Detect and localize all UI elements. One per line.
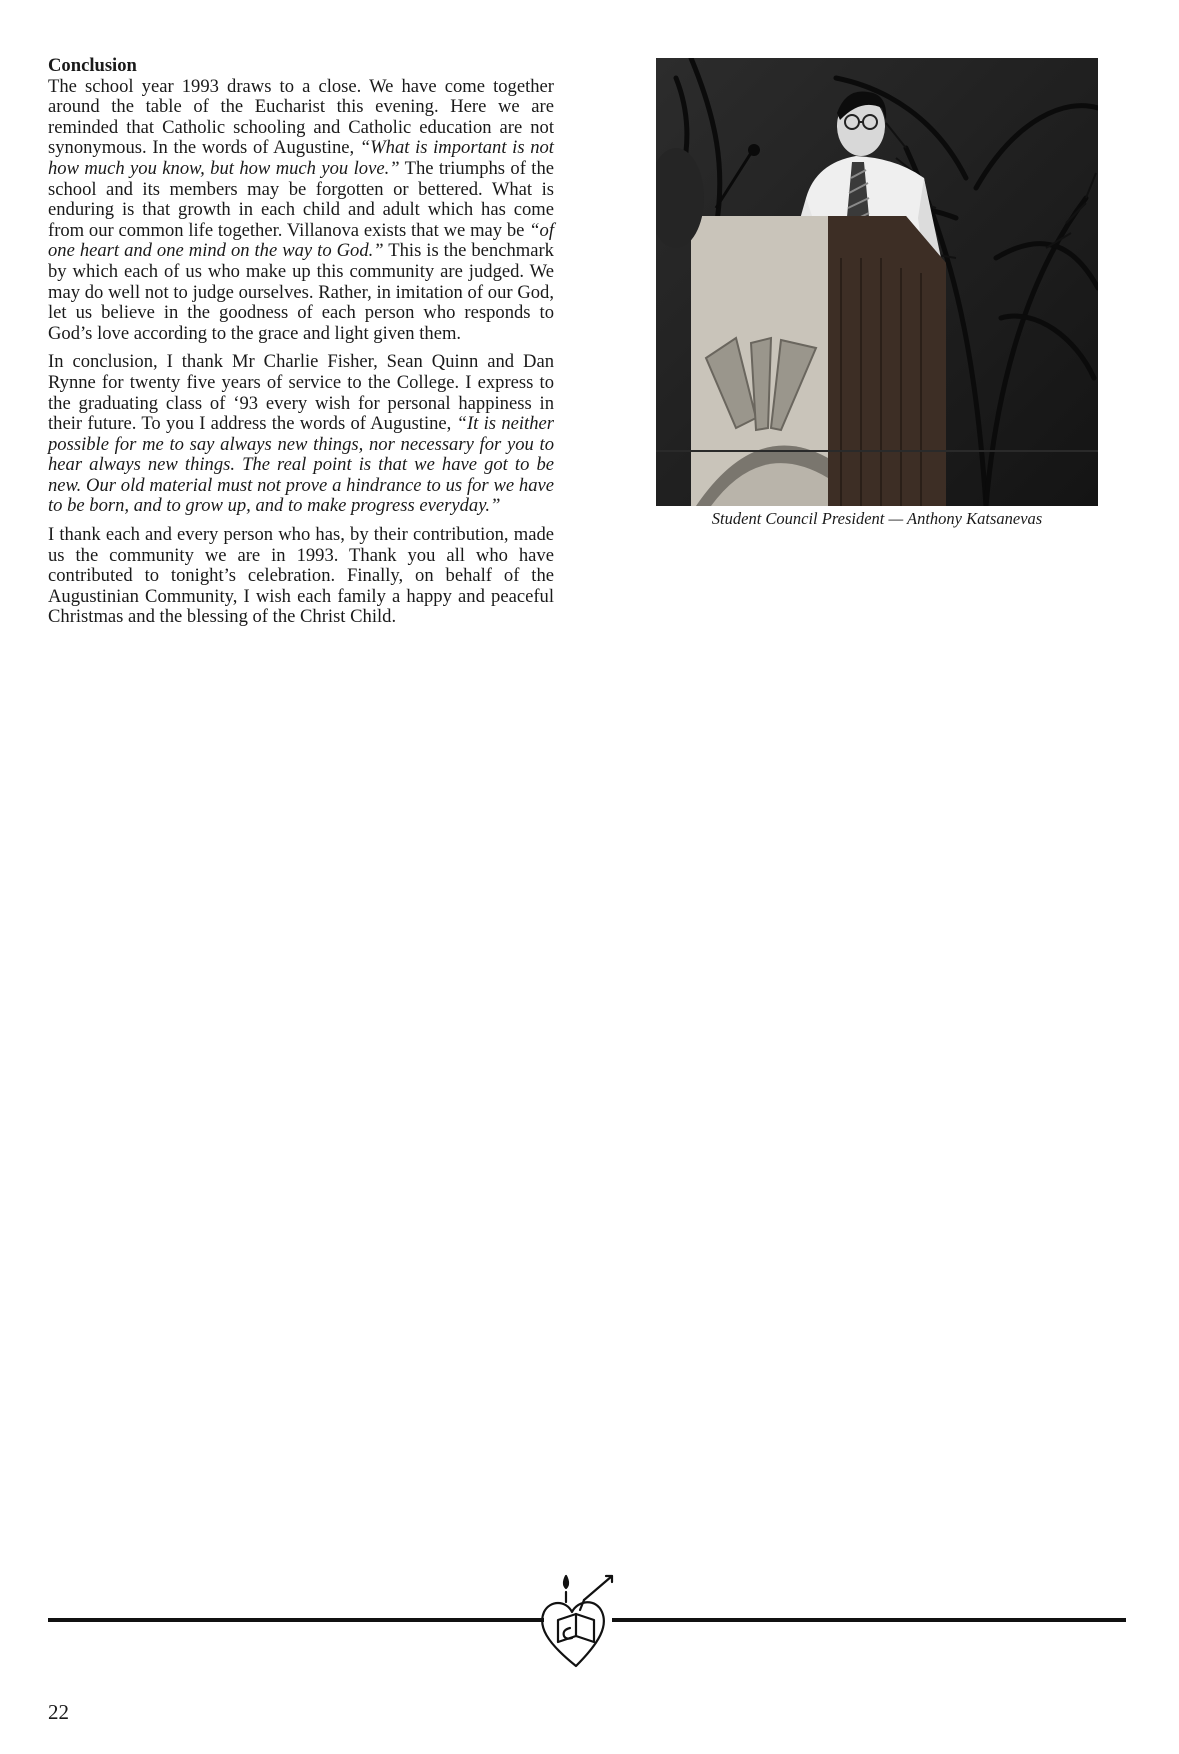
section-heading: Conclusion — [48, 55, 137, 76]
student-council-president-photo — [656, 58, 1098, 506]
page-number: 22 — [48, 1700, 69, 1724]
article-body — [48, 56, 554, 636]
augustine-quote-2: “It is neither possible for me to say always new things, nor necessary for you to hear always new things. The real point is that we have got to be new. Our old material must not prove a hindrance to us for we have to be born, and to grow up, and to make progress everyday.” — [48, 413, 554, 517]
paragraph-2: In conclusion, I thank Mr Charlie Fisher, Sean Quinn and Dan Rynne for twenty five years of service to the College. I express to the graduating class of ‘93 every wish for personal happiness in their future. To you I address the words of Augustine, “It is neither possible for me to say always new things, nor necessary for you to hear always new things. The real point is that we have got to be new. Our old material must not prove a hindrance to us for we have to be born, and to grow up, and to make progress everyday.” — [48, 351, 554, 517]
paragraph-1: Conclusion The school year 1993 draws to a close. We have come together around the table of the Eucharist this evening. Here we are reminded that Catholic schooling and Catholic education are not synonymous. In the words of Augustine, “What is important is not how much you know, but how much you love.” The triumphs of the school and its members may be forgotten or bettered. What is enduring is that growth in each child and adult which has come from our common life together. Villanova exists that we may be “of one heart and one mind on the way to God.” This is the benchmark by which each of us who make up this community are judged. We may do well not to judge ourselves. Rather, in imitation of our God, let us believe in the goodness of each person who responds to God’s love according to the grace and light given them. — [48, 55, 554, 344]
footer-rule-left — [48, 1618, 544, 1622]
footer-rule-right — [612, 1618, 1126, 1622]
photo-caption: Student Council President — Anthony Katsanevas — [711, 509, 1043, 528]
augustine-quote-1: “What is important is not how much you know, but how much you love.” — [48, 137, 554, 179]
college-emblem-icon — [536, 1570, 618, 1670]
paragraph-3: I thank each and every person who has, by their contribution, made us the community we are in 1993. Thank you all who have contributed to tonight’s celebration. Finally, on behalf of the Augustinian Community, I wish each family a happy and peaceful Christmas and the blessing of the Christ Child. — [48, 524, 554, 628]
villanova-motto-quote: “of one heart and one mind on the way to God.” — [48, 219, 554, 262]
